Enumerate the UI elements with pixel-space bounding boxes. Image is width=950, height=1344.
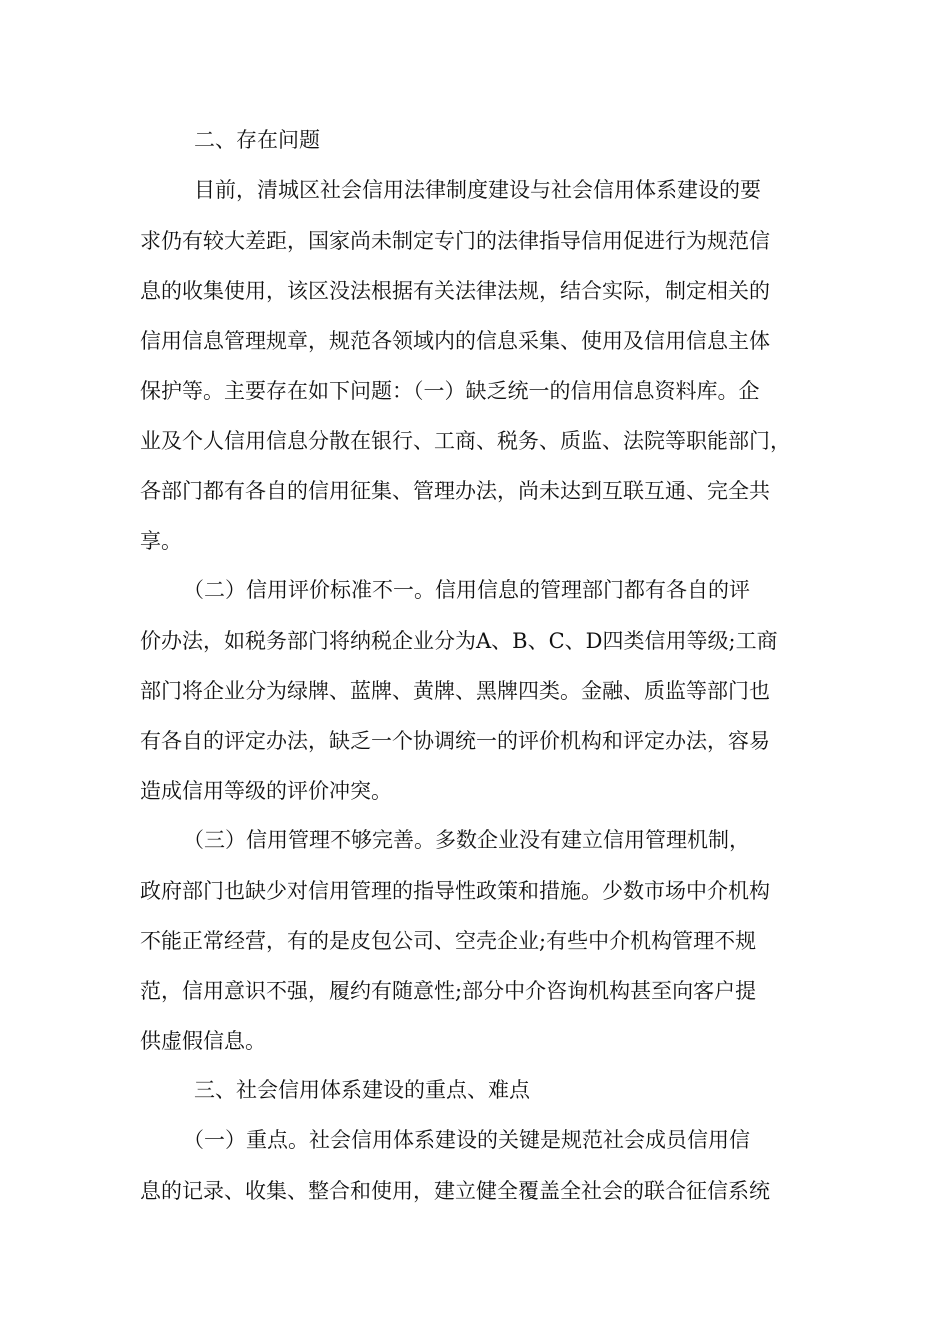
paragraph-line: （一）重点。社会信用体系建设的关键是规范社会成员信用信 xyxy=(183,1128,750,1152)
paragraph-line: 有各自的评定办法，缺乏一个协调统一的评价机构和评定办法，容易 xyxy=(140,729,770,753)
paragraph-line: （二）信用评价标准不一。信用信息的管理部门都有各自的评 xyxy=(183,578,750,602)
paragraph-line: 息的记录、收集、整合和使用，建立健全覆盖全社会的联合征信系统 xyxy=(140,1179,770,1203)
paragraph-line: 范，信用意识不强，履约有随意性;部分中介咨询机构甚至向客户提 xyxy=(140,979,757,1003)
paragraph-line: 造成信用等级的评价冲突。 xyxy=(140,779,392,803)
paragraph-line: （三）信用管理不够完善。多数企业没有建立信用管理机制， xyxy=(183,828,750,852)
paragraph-line: 各部门都有各自的信用征集、管理办法，尚未达到互联互通、完全共 xyxy=(140,479,770,503)
paragraph-line: 目前，清城区社会信用法律制度建设与社会信用体系建设的要 xyxy=(194,178,761,202)
section-heading-existing-problems: 二、存在问题 xyxy=(194,128,320,152)
paragraph-line: 业及个人信用信息分散在银行、工商、税务、质监、法院等职能部门， xyxy=(140,429,791,453)
section-heading-key-points: 三、社会信用体系建设的重点、难点 xyxy=(194,1078,530,1102)
paragraph-line: 部门将企业分为绿牌、蓝牌、黄牌、黑牌四类。金融、质监等部门也 xyxy=(140,679,770,703)
paragraph-line: 息的收集使用，该区没法根据有关法律法规，结合实际，制定相关的 xyxy=(140,279,770,303)
paragraph-line: 求仍有较大差距，国家尚未制定专门的法律指导信用促进行为规范信 xyxy=(140,229,770,253)
paragraph-line: 享。 xyxy=(140,529,182,553)
paragraph-line: 信用信息管理规章，规范各领域内的信息采集、使用及信用信息主体 xyxy=(140,329,770,353)
paragraph-line: 政府部门也缺少对信用管理的指导性政策和措施。少数市场中介机构 xyxy=(140,879,770,903)
paragraph-line: 供虚假信息。 xyxy=(140,1029,266,1053)
paragraph-line: 价办法，如税务部门将纳税企业分为A、B、C、D四类信用等级;工商 xyxy=(140,629,778,653)
paragraph-line: 不能正常经营，有的是皮包公司、空壳企业;有些中介机构管理不规 xyxy=(140,929,757,953)
paragraph-line: 保护等。主要存在如下问题：（一）缺乏统一的信用信息资料库。企 xyxy=(140,379,760,403)
